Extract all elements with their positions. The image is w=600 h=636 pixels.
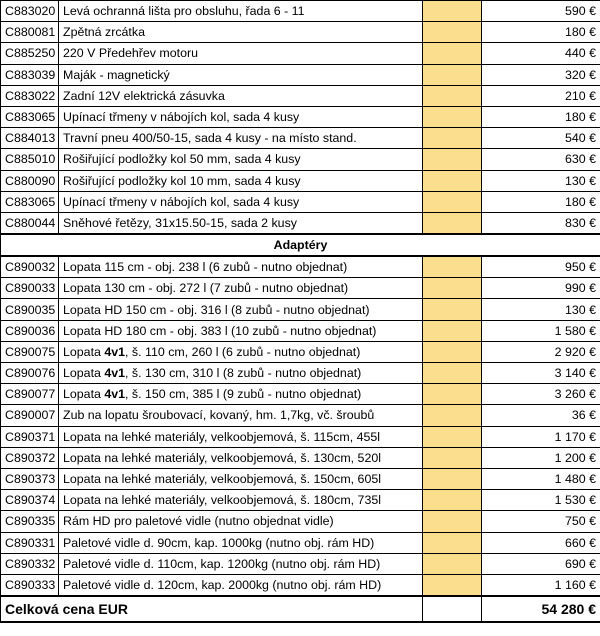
item-price: 1 530 € xyxy=(482,490,600,511)
item-price: 180 € xyxy=(482,22,600,43)
quantity-cell[interactable] xyxy=(423,341,482,362)
total-value: 54 280 € xyxy=(482,596,600,622)
item-code: C885010 xyxy=(1,149,59,170)
item-name: Lopata na lehké materiály, velkoobjemová, š. 180cm, 735l xyxy=(59,490,423,511)
table-row xyxy=(1,170,600,191)
item-name: Lopata na lehké materiály, velkoobjemová, š. 115cm, 455l xyxy=(59,426,423,447)
quantity-cell[interactable] xyxy=(423,574,482,596)
item-code: C890373 xyxy=(1,468,59,489)
table-row xyxy=(1,149,600,170)
item-code: C890032 xyxy=(1,256,59,278)
item-name: Lopata HD 180 cm - obj. 383 l (10 zubů - nutno objednat) xyxy=(59,320,423,341)
quantity-cell[interactable] xyxy=(423,532,482,553)
item-code: C890077 xyxy=(1,384,59,405)
table-row xyxy=(1,85,600,106)
section-header-row xyxy=(1,234,600,256)
item-code: C890075 xyxy=(1,341,59,362)
quantity-cell[interactable] xyxy=(423,490,482,511)
item-name: Upínací třmeny v nábojích kol, sada 4 kusy xyxy=(59,191,423,212)
total-row xyxy=(1,596,600,622)
item-price: 660 € xyxy=(482,532,600,553)
item-name: Zpětná zrcátka xyxy=(59,22,423,43)
item-name: Rošiřující podložky kol 50 mm, sada 4 kusy xyxy=(59,149,423,170)
table-row xyxy=(1,468,600,489)
quantity-cell[interactable] xyxy=(423,299,482,320)
item-code: C890335 xyxy=(1,511,59,532)
item-name: Paletové vidle d. 90cm, kap. 1000kg (nutno obj. rám HD) xyxy=(59,532,423,553)
item-price: 320 € xyxy=(482,64,600,85)
item-name: Lopata 115 cm - obj. 238 l (6 zubů - nutno objednat) xyxy=(59,256,423,278)
item-name: Rám HD pro paletové vidle (nutno objednat vidle) xyxy=(59,511,423,532)
item-price: 36 € xyxy=(482,405,600,426)
item-name: Levá ochranná lišta pro obsluhu, řada 6 - 11 xyxy=(59,1,423,22)
table-row xyxy=(1,64,600,85)
table-row xyxy=(1,384,600,405)
item-code: C885250 xyxy=(1,43,59,64)
quantity-cell[interactable] xyxy=(423,170,482,191)
adapters-rows xyxy=(1,256,600,596)
item-code: C890331 xyxy=(1,532,59,553)
quantity-cell[interactable] xyxy=(423,85,482,106)
item-price: 630 € xyxy=(482,149,600,170)
item-price: 130 € xyxy=(482,299,600,320)
table-row xyxy=(1,278,600,299)
item-code: C890333 xyxy=(1,574,59,596)
item-name-prefix: Lopata xyxy=(63,344,105,359)
quantity-cell[interactable] xyxy=(423,468,482,489)
quantity-cell[interactable] xyxy=(423,511,482,532)
item-price: 950 € xyxy=(482,256,600,278)
item-code: C880090 xyxy=(1,170,59,191)
item-code: C890372 xyxy=(1,447,59,468)
item-name-suffix: , š. 110 cm, 260 l (6 zubů - nutno objednat) xyxy=(125,344,361,359)
item-name: Zub na lopatu šroubovací, kovaný, hm. 1,7kg, vč. šroubů xyxy=(59,405,423,426)
item-name: Sněhové řetězy, 31x15.50-15, sada 2 kusy xyxy=(59,212,423,234)
item-code: C890371 xyxy=(1,426,59,447)
item-price: 590 € xyxy=(482,1,600,22)
item-name xyxy=(59,341,423,362)
quantity-cell[interactable] xyxy=(423,22,482,43)
table-row xyxy=(1,405,600,426)
item-price: 3 260 € xyxy=(482,384,600,405)
quantity-cell[interactable] xyxy=(423,278,482,299)
item-price: 1 170 € xyxy=(482,426,600,447)
item-code: C890374 xyxy=(1,490,59,511)
table-row xyxy=(1,447,600,468)
table-row xyxy=(1,212,600,234)
item-price: 690 € xyxy=(482,553,600,574)
section-title: Adaptéry xyxy=(1,234,600,256)
item-price: 830 € xyxy=(482,212,600,234)
table-row xyxy=(1,490,600,511)
item-name: 220 V Předehřev motoru xyxy=(59,43,423,64)
quantity-cell[interactable] xyxy=(423,384,482,405)
table-row xyxy=(1,426,600,447)
item-price: 440 € xyxy=(482,43,600,64)
quantity-cell[interactable] xyxy=(423,1,482,22)
section-adapters xyxy=(1,234,600,256)
item-name: Rošiřující podložky kol 10 mm, sada 4 kusy xyxy=(59,170,423,191)
item-name xyxy=(59,363,423,384)
item-price: 210 € xyxy=(482,85,600,106)
item-code: C890033 xyxy=(1,278,59,299)
item-name: Lopata na lehké materiály, velkoobjemová, š. 150cm, 605l xyxy=(59,468,423,489)
item-price: 750 € xyxy=(482,511,600,532)
item-name: Zadní 12V elektrická zásuvka xyxy=(59,85,423,106)
item-name-bold: 4v1 xyxy=(104,366,126,381)
item-name: Lopata na lehké materiály, velkoobjemová, š. 130cm, 520l xyxy=(59,447,423,468)
table-row xyxy=(1,553,600,574)
table-row xyxy=(1,256,600,278)
item-price: 180 € xyxy=(482,106,600,127)
item-name: Maják - magnetický xyxy=(59,64,423,85)
total-section xyxy=(1,596,600,622)
item-name: Lopata 130 cm - obj. 272 l (7 zubů - nutno objednat) xyxy=(59,278,423,299)
item-code: C883020 xyxy=(1,1,59,22)
quantity-cell[interactable] xyxy=(423,363,482,384)
item-code: C890035 xyxy=(1,299,59,320)
total-spacer xyxy=(423,596,482,622)
item-code: C883039 xyxy=(1,64,59,85)
item-name: Paletové vidle d. 110cm, kap. 1200kg (nutno obj. rám HD) xyxy=(59,553,423,574)
quantity-cell[interactable] xyxy=(423,191,482,212)
item-name-prefix: Lopata xyxy=(63,366,105,381)
table-row xyxy=(1,128,600,149)
total-label: Celková cena EUR xyxy=(1,596,423,622)
table-row xyxy=(1,299,600,320)
item-price: 1 160 € xyxy=(482,574,600,596)
item-price: 990 € xyxy=(482,278,600,299)
table-row xyxy=(1,106,600,127)
item-price: 130 € xyxy=(482,170,600,191)
item-price: 2 920 € xyxy=(482,341,600,362)
item-name-bold: 4v1 xyxy=(104,387,126,402)
quantity-cell[interactable] xyxy=(423,553,482,574)
item-name-bold: 4v1 xyxy=(104,344,126,359)
quantity-cell[interactable] xyxy=(423,64,482,85)
item-code: C883022 xyxy=(1,85,59,106)
item-price: 180 € xyxy=(482,191,600,212)
table-row xyxy=(1,43,600,64)
table-row xyxy=(1,341,600,362)
accessories-rows xyxy=(1,1,600,235)
table-row xyxy=(1,532,600,553)
quantity-cell[interactable] xyxy=(423,212,482,234)
item-name: Upínací třmeny v nábojích kol, sada 4 kusy xyxy=(59,106,423,127)
item-name xyxy=(59,384,423,405)
quantity-cell[interactable] xyxy=(423,320,482,341)
table-row xyxy=(1,574,600,596)
quantity-cell[interactable] xyxy=(423,149,482,170)
table-row xyxy=(1,363,600,384)
table-row xyxy=(1,22,600,43)
item-code: C883065 xyxy=(1,106,59,127)
item-code: C890076 xyxy=(1,363,59,384)
item-code: C890036 xyxy=(1,320,59,341)
item-code: C890007 xyxy=(1,405,59,426)
item-code: C884013 xyxy=(1,128,59,149)
table-row xyxy=(1,191,600,212)
item-code: C890332 xyxy=(1,553,59,574)
item-price: 3 140 € xyxy=(482,363,600,384)
item-code: C880044 xyxy=(1,212,59,234)
quantity-cell[interactable] xyxy=(423,106,482,127)
item-price: 1 580 € xyxy=(482,320,600,341)
item-price: 540 € xyxy=(482,128,600,149)
item-code: C880081 xyxy=(1,22,59,43)
item-code: C883065 xyxy=(1,191,59,212)
table-row xyxy=(1,1,600,22)
table-row xyxy=(1,320,600,341)
quantity-cell[interactable] xyxy=(423,447,482,468)
item-name-prefix: Lopata xyxy=(63,387,105,402)
item-name-suffix: , š. 130 cm, 310 l (8 zubů - nutno objednat) xyxy=(125,366,362,381)
item-name: Lopata HD 150 cm - obj. 316 l (8 zubů - nutno objednat) xyxy=(59,299,423,320)
item-price: 1 200 € xyxy=(482,447,600,468)
table-row xyxy=(1,511,600,532)
quantity-cell[interactable] xyxy=(423,256,482,278)
item-name: Paletové vidle d. 120cm, kap. 2000kg (nutno obj. rám HD) xyxy=(59,574,423,596)
item-price: 1 480 € xyxy=(482,468,600,489)
item-name-suffix: , š. 150 cm, 385 l (9 zubů - nutno objednat) xyxy=(125,387,362,402)
item-name: Travní pneu 400/50-15, sada 4 kusy - na místo stand. xyxy=(59,128,423,149)
quantity-cell[interactable] xyxy=(423,43,482,64)
quantity-cell[interactable] xyxy=(423,426,482,447)
quantity-cell[interactable] xyxy=(423,128,482,149)
quantity-cell[interactable] xyxy=(423,405,482,426)
